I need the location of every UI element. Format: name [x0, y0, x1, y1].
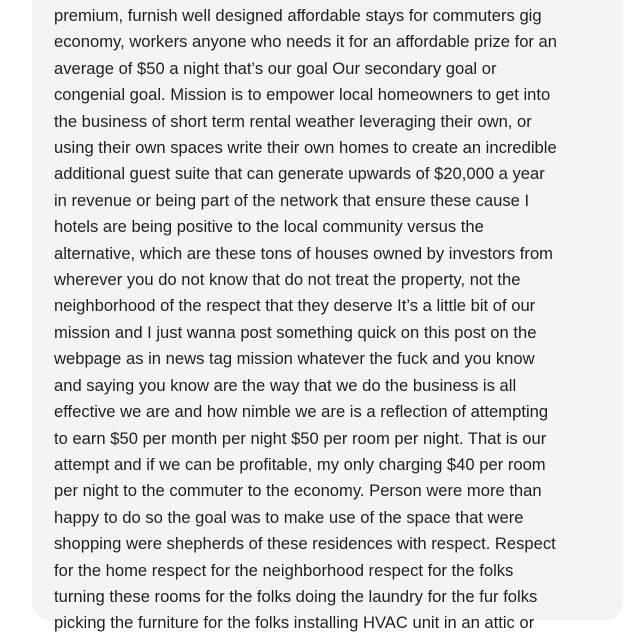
user-message-bubble: [32, 0, 623, 633]
message-text: premium, furnish well designed affordable stays for commuters gig economy, workers anyone who needs it for an affordable prize for an average of $50 a night that’s our goal Our secondary goal or congenial goal. Mission is to empower local homeowners to get into the business of short term rental weather leveraging their own, or using their own spaces write their own homes to create an incredible additional guest suite that can generate upwards of $20,000 a year in revenue or being part of the network that ensure these cause I hotels are being positive to the local community versus the alternative, which are these tons of houses owned by investors from wherever you do not know that do not treat the property, not the neighborhood of the respect that they deserve It’s a little bit of our mission and I just wanna post something quick on this post on the webpage as in news tag mission whatever the fuck and you know and saying you know are the way that we do the business is all effective we are and how nimble we are is a reflection of attempting to earn $50 per month per night $50 per room per night. That is our attempt and if we can be profitable, my only charging $40 per room per night to the commuter to the economy. Person were more than happy to do so the goal was to make use of the space that were shopping were shepherds of these residences with respect. Respect for the home respect for the neighborhood respect for the folks turning these rooms for the folks doing the laundry for the fur folks picking the furniture for the folks installing HVAC unit in an attic or: [54, 6, 558, 633]
